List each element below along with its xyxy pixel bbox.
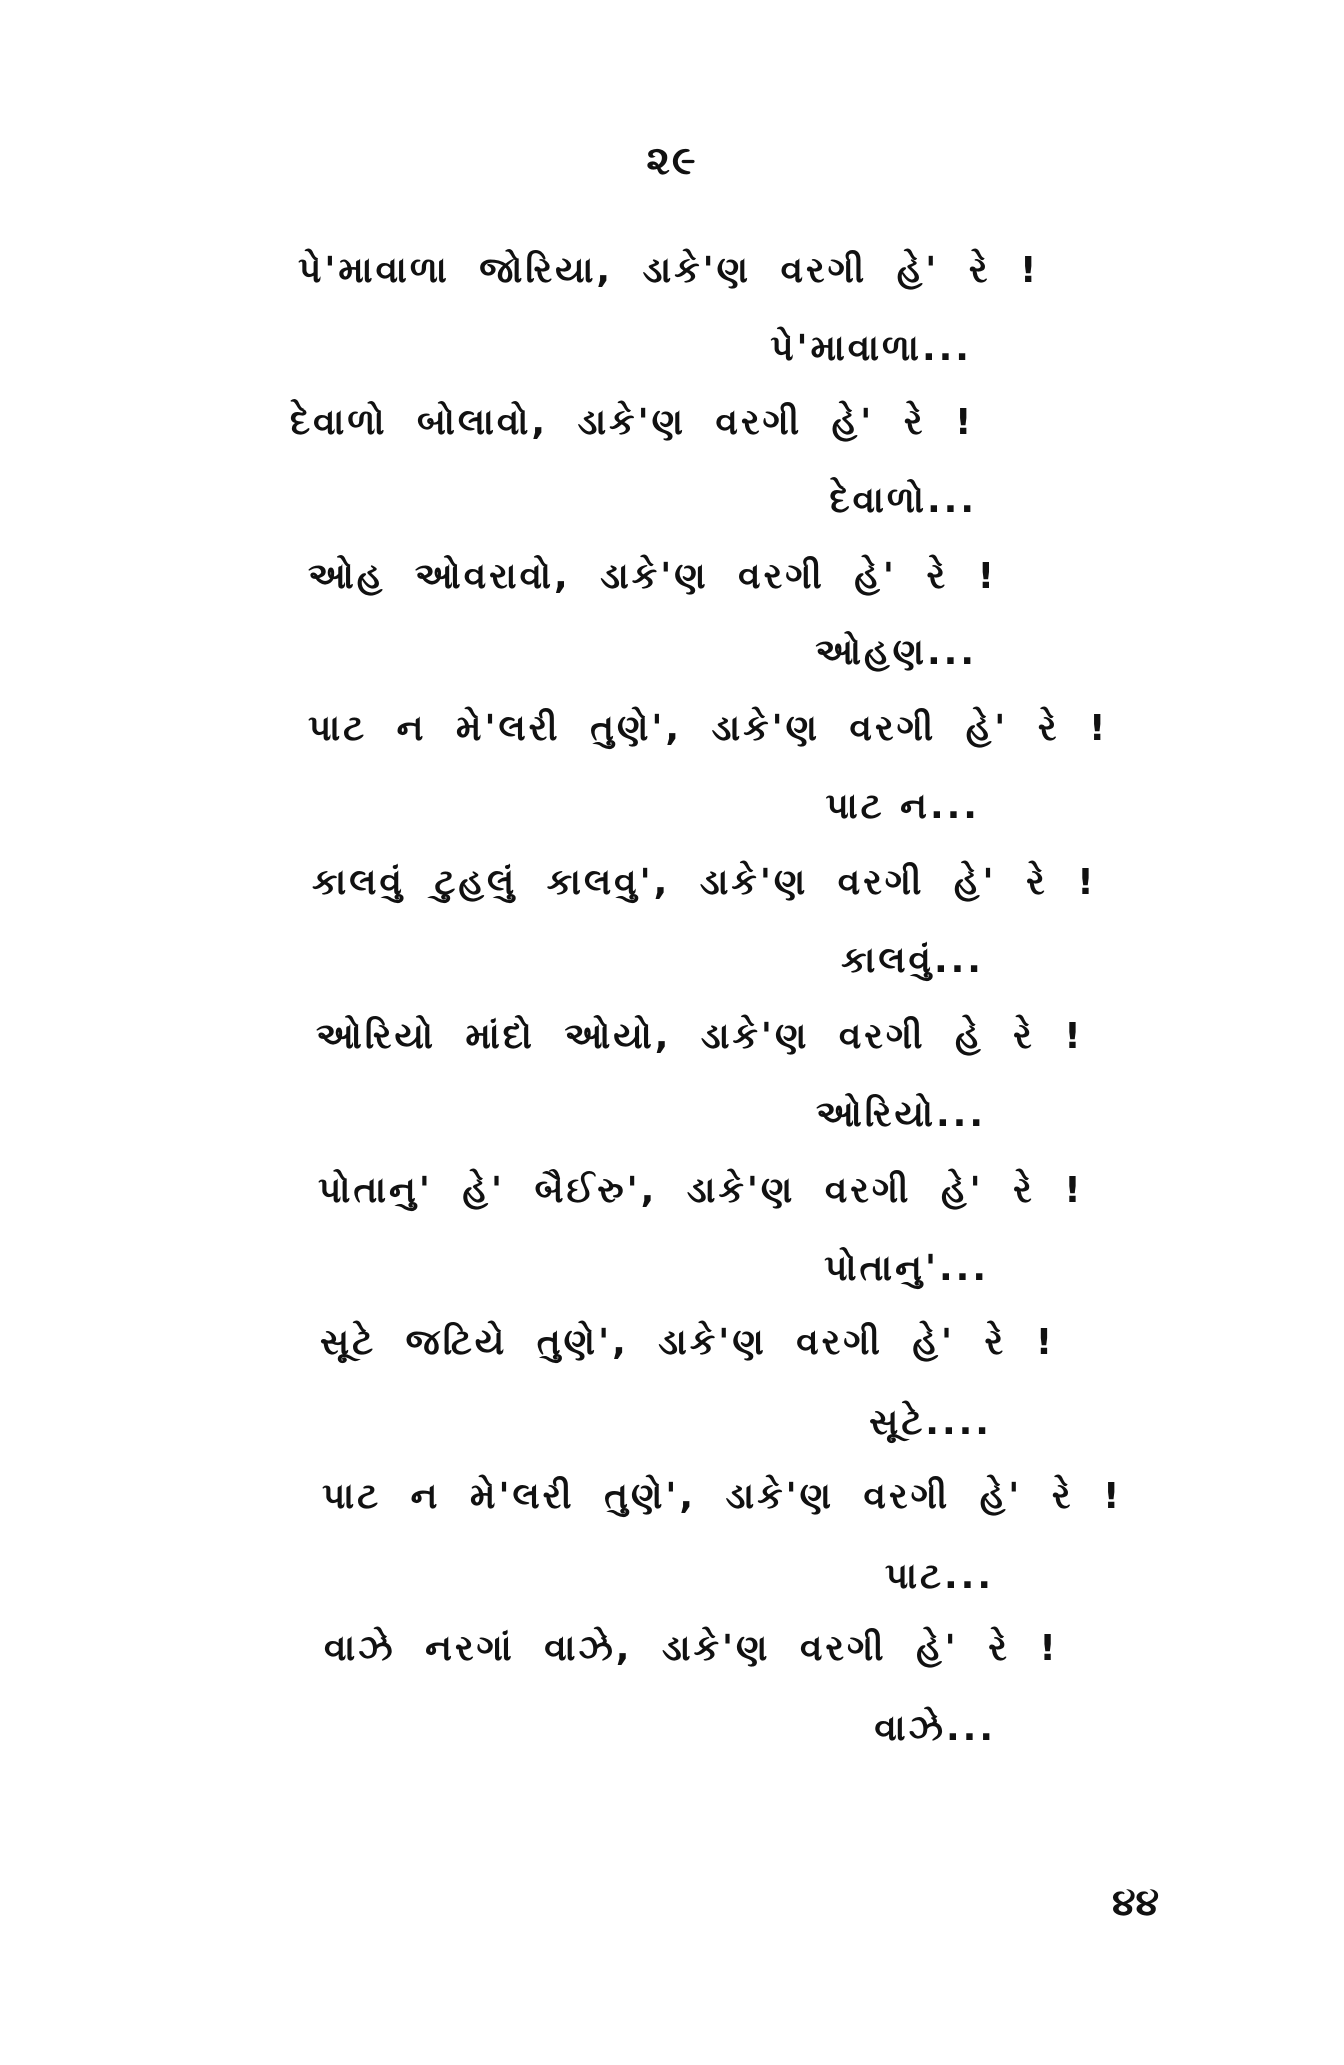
refrain-5: કાલવું... xyxy=(841,940,984,981)
refrain-7: પોતાનુ'... xyxy=(824,1248,989,1289)
refrain-1: પે'માવાળા... xyxy=(770,328,972,369)
verse-line-4: પાટ ન મે'લરી તુણે', ડાકે'ણ વરગી હે' રે ! xyxy=(308,708,1109,749)
verse-line-8: સૂટે જટિયે તુણે', ડાકે'ણ વરગી હે' રે ! xyxy=(320,1322,1056,1363)
refrain-2: દેવાળો... xyxy=(829,480,977,521)
verse-line-6: ઓરિયો માંદો ઓયો, ડાકે'ણ વરગી હે રે ! xyxy=(316,1016,1084,1057)
refrain-4: પાટ ન... xyxy=(825,786,980,827)
verse-line-7: પોતાનુ' હે' બૈઈરુ', ડાકે'ણ વરગી હે' રે ! xyxy=(318,1170,1084,1211)
verse-line-2: દેવાળો બોલાવો, ડાકે'ણ વરગી હે' રે ! xyxy=(290,402,975,443)
refrain-3: ઓહણ... xyxy=(815,632,977,673)
refrain-10: વાઝે... xyxy=(874,1708,996,1749)
verse-line-3: ઓહ ઓવરાવો, ડાકે'ણ વરગી હે' રે ! xyxy=(308,556,998,597)
refrain-8: સૂટે.... xyxy=(869,1402,992,1443)
refrain-6: ઓરિયો... xyxy=(815,1094,986,1135)
verse-line-1: પે'માવાળા જોરિયા, ડાકે'ણ વરગી હે' રે ! xyxy=(298,250,1040,291)
refrain-9: પાટ... xyxy=(884,1556,994,1597)
verse-line-9: પાટ ન મે'લરી તુણે', ડાકે'ણ વરગી હે' રે ! xyxy=(322,1476,1123,1517)
verse-line-5: કાલવું ટુહલું કાલવુ', ડાકે'ણ વરગી હે' રે ! xyxy=(312,862,1097,903)
page-number: ૪૪ xyxy=(1112,1880,1160,1924)
verse-line-10: વાઝે નરગાં વાઝે, ડાકે'ણ વરગી હે' રે ! xyxy=(324,1628,1059,1669)
song-number: ૨૯ xyxy=(646,138,698,184)
